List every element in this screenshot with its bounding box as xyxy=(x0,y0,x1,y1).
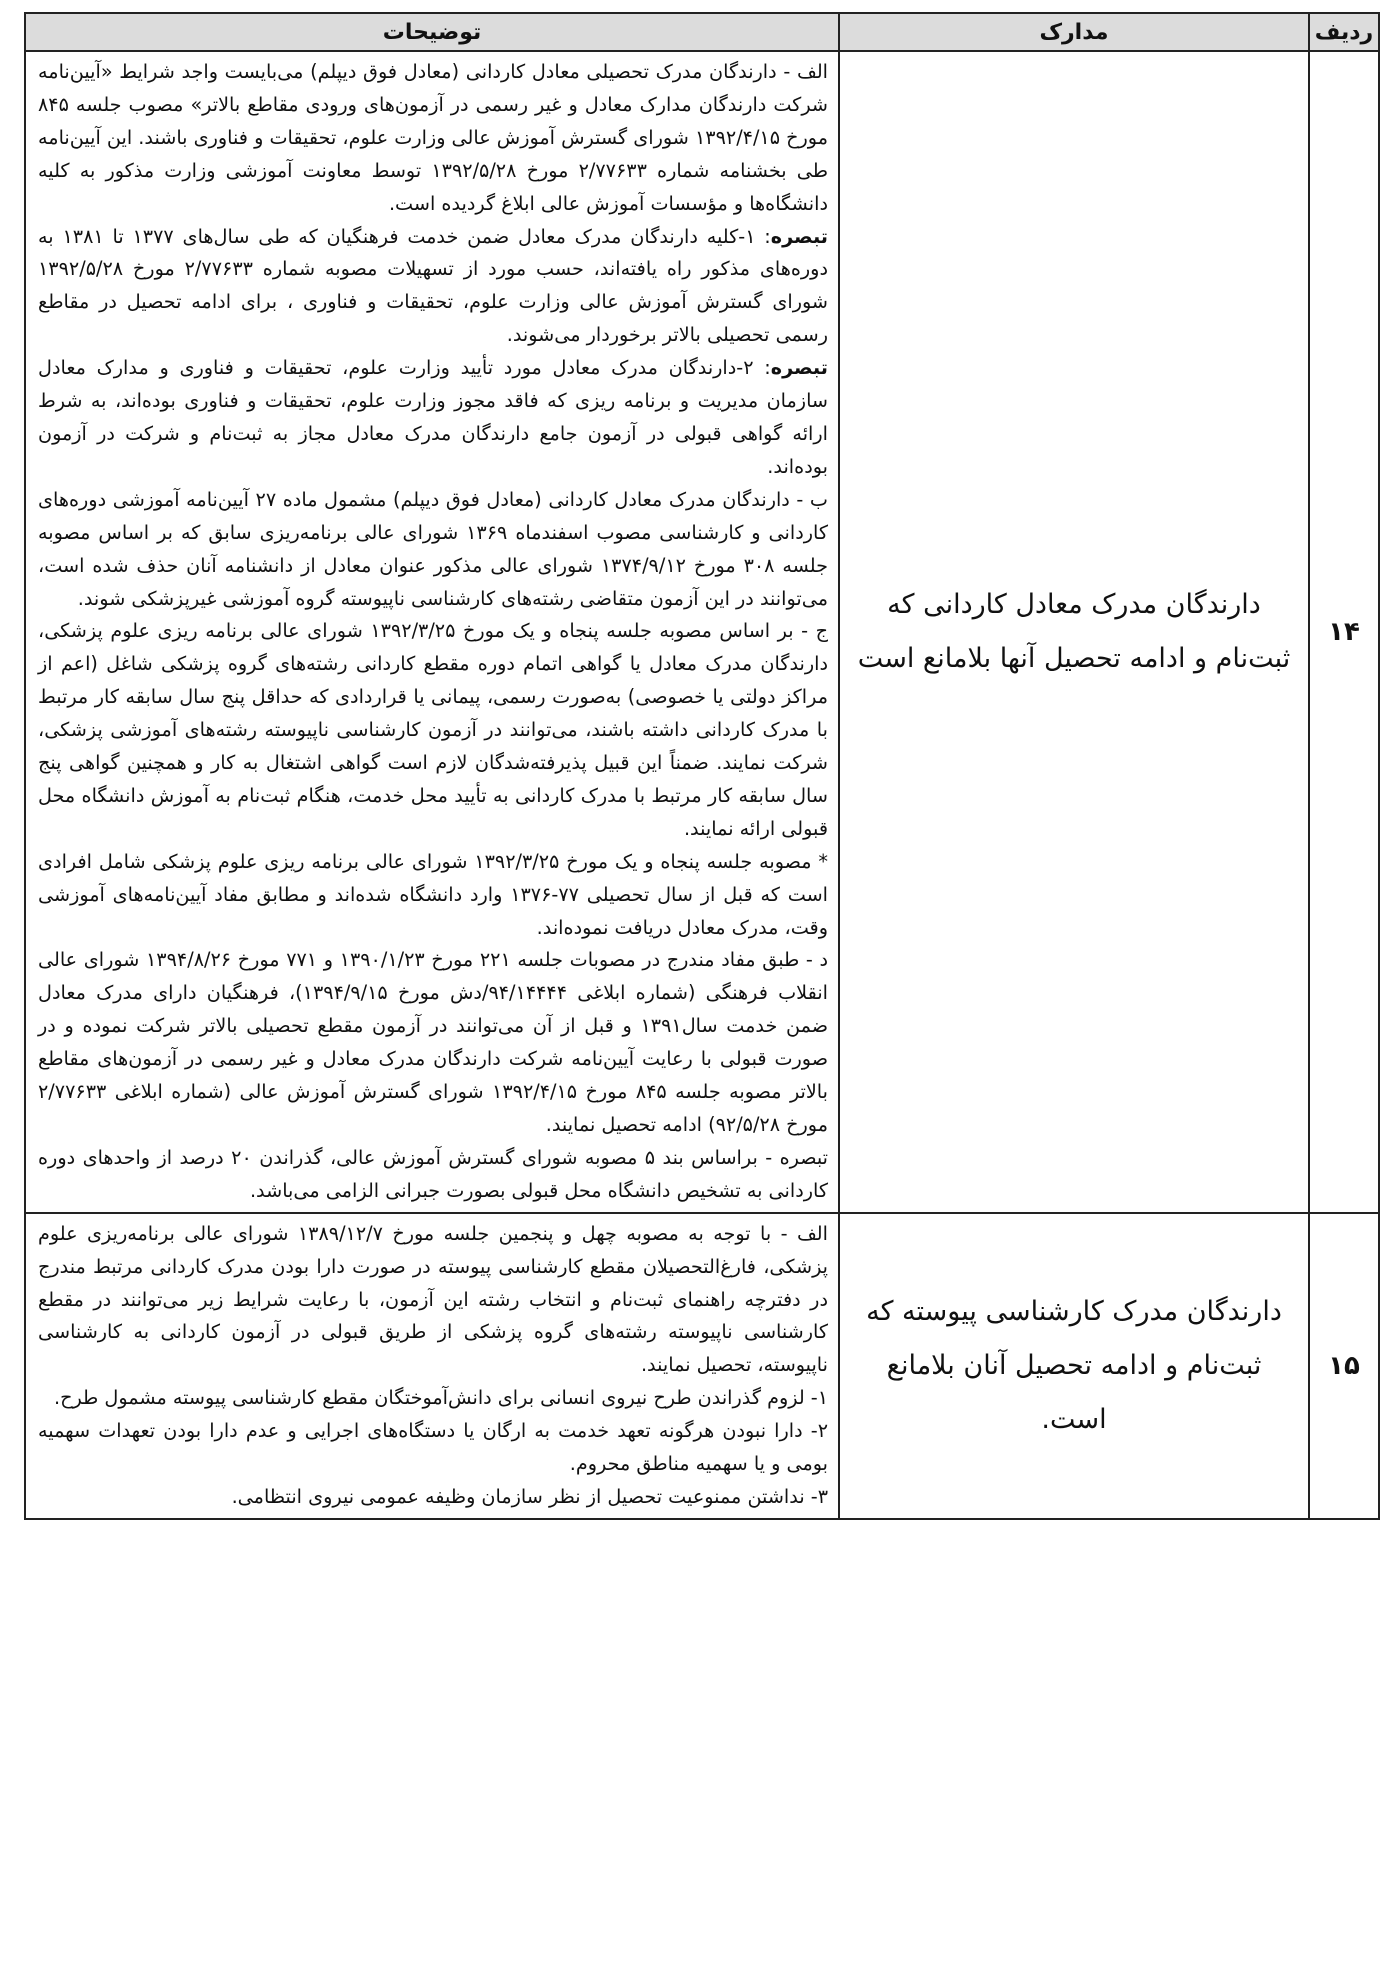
table-header-row xyxy=(25,13,1379,51)
document-type: دارندگان مدرک معادل کاردانی که ثبت‌نام و ادامه تحصیل آنها بلامانع است xyxy=(839,51,1309,1213)
note-label: تبصره xyxy=(770,356,828,380)
paragraph: الف - با توجه به مصوبه چهل و پنجمین جلسه مورخ ۱۳۸۹/۱۲/۷ شورای عالی برنامه‌ریزی علوم پزشکی، فارغ‌التحصیلان مقطع کارشناسی پیوسته در صورت دارا بودن مدرک کاردانی مرتبط مندرج در دفترچه راهنمای ثبت‌نام و انتخاب رشته این آزمون، با رعایت شرایط زیر می‌توانند در مقطع کارشناسی ناپیوسته رشته‌های گروه پزشکی از طریق قبولی در آزمون کاردانی به کارشناسی ناپیوسته، تحصیل نمایند. xyxy=(38,1221,828,1377)
table-row xyxy=(25,1213,1379,1519)
note-paragraph xyxy=(38,221,828,353)
paragraph: ۳- نداشتن ممنوعیت تحصیل از نظر سازمان وظیفه عمومی نیروی انتظامی. xyxy=(231,1484,828,1508)
note-paragraph xyxy=(38,352,828,484)
paragraph: ۱- لزوم گذراندن طرح نیروی انسانی برای دانش‌آموختگان مقطع کارشناسی پیوسته مشمول طرح. xyxy=(53,1386,828,1410)
admission-conditions-table xyxy=(24,12,1380,1520)
table-row xyxy=(25,51,1379,1213)
paragraph: ج - بر اساس مصوبه جلسه پنجاه و یک مورخ ۱۳۹۲/۳/۲۵ شورای عالی برنامه ریزی علوم پزشکی، دارندگان مدرک معادل یا گواهی اتمام دوره مقطع کاردانی رشته‌های گروه پزشکی شاغل (اعم از مراکز دولتی یا خصوصی) به‌صورت رسمی، پیمانی یا قراردادی که حداقل پنج سال سابقه کار مرتبط با مدرک کاردانی داشته باشند، می‌توانند در آزمون کارشناسی ناپیوسته رشته‌های آموزشی پزشکی، شرکت نمایند. ضمناً این قبیل پذیرفته‌شدگان لازم است گواهی اشتغال به کار و همچنین گواهی پنج سال سابقه کار مرتبط با مدرک کاردانی به تأیید محل خدمت، هنگام ثبت‌نام به آموزش دانشگاه محل قبولی ارائه نمایند. xyxy=(38,619,828,840)
paragraph: تبصره - براساس بند ۵ مصوبه شورای گسترش آموزش عالی، گذراندن ۲۰ درصد از واحدهای دوره کاردانی به تشخیص دانشگاه محل قبولی بصورت جبرانی الزامی می‌باشد. xyxy=(38,1145,828,1202)
paragraph: الف - دارندگان مدرک تحصیلی معادل کاردانی (معادل فوق دیپلم) می‌بایست واجد شرایط «آیین‌نامه شرکت دارندگان مدارک معادل و غیر رسمی در آزمون‌های ورودی مقاطع بالاتر» مصوب جلسه ۸۴۵ مورخ ۱۳۹۲/۴/۱۵ شورای گسترش آموزش عالی وزارت علوم، تحقیقات و فناوری باشند. این آیین‌نامه طی بخشنامه شماره ۲/۷۷۶۳۳ مورخ ۱۳۹۲/۵/۲۸ توسط معاونت آموزشی وزارت مذکور به کلیه دانشگاه‌ها و مؤسسات آموزش عالی ابلاغ گردیده است. xyxy=(38,60,828,215)
header-descriptions: توضیحات xyxy=(25,13,839,51)
note-text: : ۲-دارندگان مدرک معادل مورد تأیید وزارت علوم، تحقیقات و فناوری و مدارک معادل سازمان مدیریت و برنامه ریزی که فاقد مجوز وزارت علوم، تحقیقات و فناوری بوده‌اند، به شرط ارائه گواهی قبولی در آزمون جامع دارندگان مدرک معادل مجاز به ثبت‌نام و شرکت در آزمون بوده‌اند. xyxy=(38,356,828,478)
document-type: دارندگان مدرک کارشناسی پیوسته که ثبت‌نام و ادامه تحصیل آنان بلامانع است. xyxy=(839,1213,1309,1519)
header-documents: مدارک xyxy=(839,13,1309,51)
header-row-number: ردیف xyxy=(1309,13,1379,51)
row-number: ۱۵ xyxy=(1309,1213,1379,1519)
description-cell xyxy=(25,1213,839,1519)
description-cell xyxy=(25,51,839,1213)
paragraph: د - طبق مفاد مندرج در مصوبات جلسه ۲۲۱ مورخ ۱۳۹۰/۱/۲۳ و ۷۷۱ مورخ ۱۳۹۴/۸/۲۶ شورای عالی انقلاب فرهنگی (شماره ابلاغی ۹۴/۱۴۴۴۴/دش مورخ ۱۳۹۴/۹/۱۵)، فرهنگیان دارای مدرک معادل ضمن خدمت سال۱۳۹۱ و قبل از آن می‌توانند در آزمون مقطع تحصیلی بالاتر شرکت نموده و در صورت قبولی با رعایت آیین‌نامه شرکت دارندگان مدرک معادل و غیر رسمی در آزمون‌های مقاطع بالاتر مصوبه جلسه ۸۴۵ مورخ ۱۳۹۲/۴/۱۵ شورای گسترش آموزش عالی (شماره ابلاغی ۲/۷۷۶۳۳ مورخ ۹۲/۵/۲۸) ادامه تحصیل نمایند. xyxy=(38,948,829,1136)
row-number: ۱۴ xyxy=(1309,51,1379,1213)
paragraph: ۲- دارا نبودن هرگونه تعهد خدمت به ارگان یا دستگاه‌های اجرایی و عدم دارا بودن تعهدات سهمیه بومی و یا سهمیه مناطق محروم. xyxy=(38,1419,828,1476)
paragraph: ب - دارندگان مدرک معادل کاردانی (معادل فوق دیپلم) مشمول ماده ۲۷ آیین‌نامه آموزشی دوره‌های کاردانی و کارشناسی مصوب اسفندماه ۱۳۶۹ شورای عالی برنامه‌ریزی سابق که بر اساس مصوبه جلسه ۳۰۸ مورخ ۱۳۷۴/۹/۱۲ شورای عالی مذکور عنوان معادل از دانشنامه آنان حذف شده است، می‌توانند در این آزمون متقاضی رشته‌های کارشناسی ناپیوسته گروه آموزشی غیرپزشکی شوند. xyxy=(38,487,828,610)
note-label: تبصره xyxy=(770,224,828,248)
paragraph: * مصوبه جلسه پنجاه و یک مورخ ۱۳۹۲/۳/۲۵ شورای عالی برنامه ریزی علوم پزشکی شامل افرادی است که قبل از سال تحصیلی ۷۷-۱۳۷۶ وارد دانشگاه شده‌اند و مطابق مفاد آیین‌نامه‌های آموزشی وقت، مدرک معادل دریافت نموده‌اند. xyxy=(38,849,828,939)
note-text: : ۱-کلیه دارندگان مدرک معادل ضمن خدمت فرهنگیان که طی سال‌های ۱۳۷۷ تا ۱۳۸۱ به دوره‌های مذکور راه یافته‌اند، حسب مورد از تسهیلات مصوبه شماره ۲/۷۷۶۳۳ مورخ ۱۳۹۲/۵/۲۸ شورای گسترش آموزش عالی وزارت علوم، تحقیقات و فناوری ، برای ادامه تحصیل در مقاطع رسمی تحصیلی بالاتر برخوردار می‌شوند. xyxy=(38,224,828,347)
